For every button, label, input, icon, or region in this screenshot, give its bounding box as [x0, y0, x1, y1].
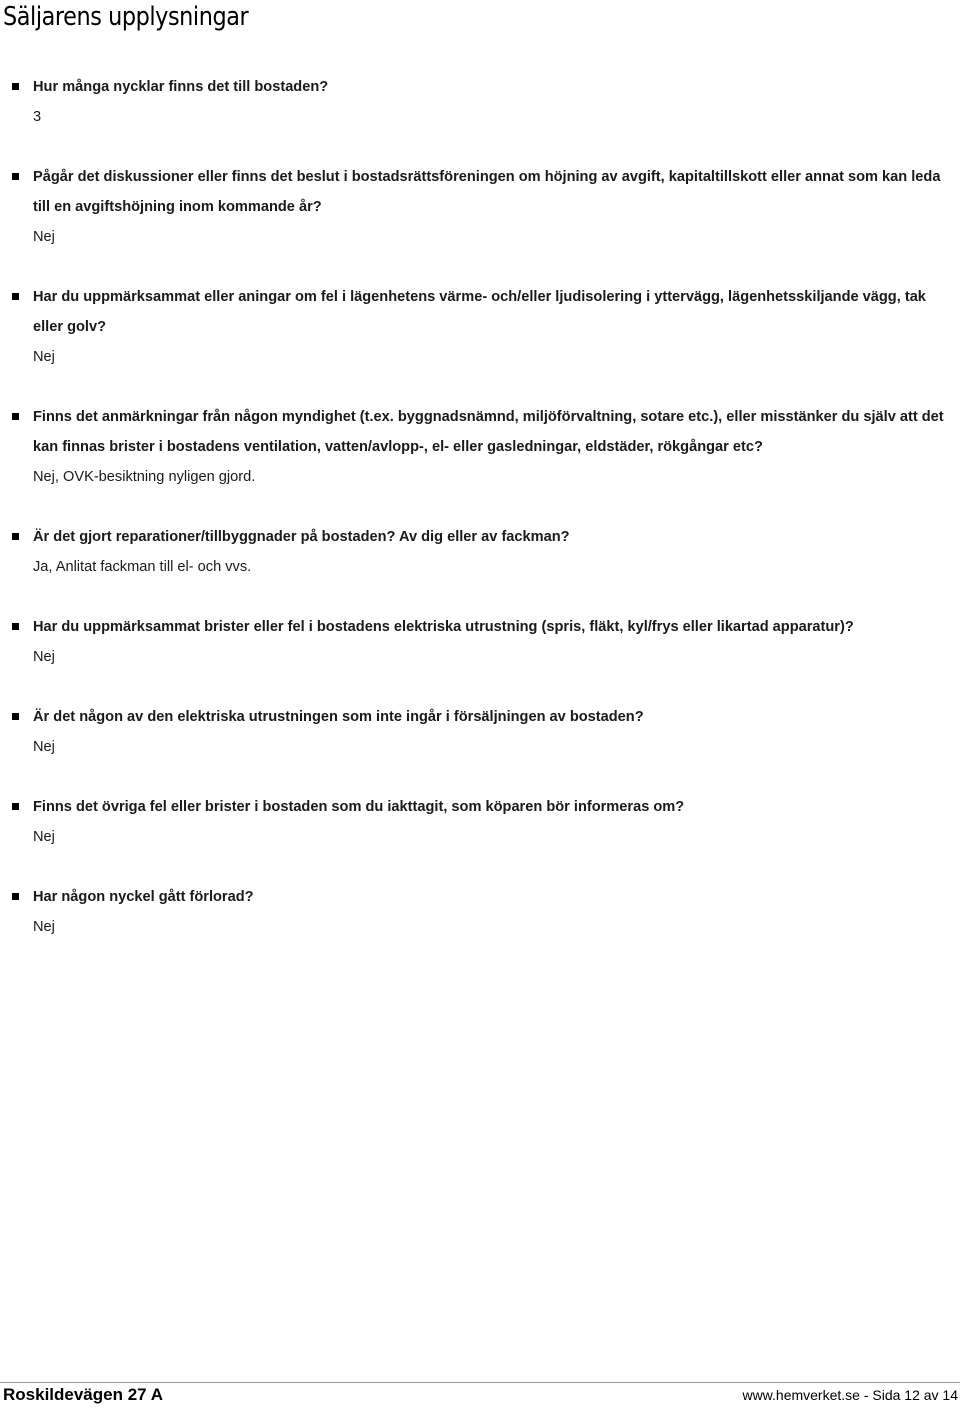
footer-divider: [0, 1382, 960, 1383]
question-text: Är det någon av den elektriska utrustningen som inte ingår i försäljningen av bostaden?: [33, 709, 644, 725]
question-text: Finns det anmärkningar från någon myndighet (t.ex. byggnadsnämnd, miljöförvaltning, sotare etc.), eller misstänker du själv att det kan finnas brister i bostadens ventilation, vatten/avlopp-, el- eller gasledningar, eldstäder, rökgångar etc?: [33, 409, 944, 455]
answer-text: Nej: [33, 229, 55, 245]
footer-address: Roskildevägen 27 A: [3, 1385, 163, 1404]
list-item: [0, 612, 960, 672]
list-item: [0, 282, 960, 372]
question-text: Har du uppmärksammat eller aningar om fel i lägenhetens värme- och/eller ljudisolering i yttervägg, lägenhetsskiljande vägg, tak eller golv?: [33, 289, 926, 335]
square-bullet-icon: [12, 293, 19, 300]
question-text: Har du uppmärksammat brister eller fel i bostadens elektriska utrustning (spris, fläkt, kyl/frys eller likartad apparatur)?: [33, 619, 854, 635]
answer-text: Nej: [33, 349, 55, 365]
list-item: [0, 402, 960, 492]
square-bullet-icon: [12, 893, 19, 900]
list-item: [0, 882, 960, 942]
question-text: Finns det övriga fel eller brister i bostaden som du iakttagit, som köparen bör informeras om?: [33, 799, 685, 815]
question-text: Hur många nycklar finns det till bostaden?: [33, 79, 329, 95]
answer-text: Ja, Anlitat fackman till el- och vvs.: [33, 559, 252, 575]
question-list: [0, 72, 960, 972]
square-bullet-icon: [12, 713, 19, 720]
square-bullet-icon: [12, 83, 19, 90]
page-title: Säljarens upplysningar: [3, 2, 249, 32]
answer-text: Nej: [33, 919, 55, 935]
question-text: Är det gjort reparationer/tillbyggnader på bostaden? Av dig eller av fackman?: [33, 529, 570, 545]
footer-page-info: www.hemverket.se - Sida 12 av 14: [742, 1387, 958, 1403]
list-item: [0, 702, 960, 762]
square-bullet-icon: [12, 533, 19, 540]
square-bullet-icon: [12, 623, 19, 630]
square-bullet-icon: [12, 173, 19, 180]
list-item: [0, 522, 960, 582]
answer-text: Nej: [33, 739, 55, 755]
question-text: Pågår det diskussioner eller finns det beslut i bostadsrättsföreningen om höjning av avgift, kapitaltillskott eller annat som kan leda till en avgiftshöjning inom kommande år?: [33, 169, 941, 215]
answer-text: 3: [33, 109, 42, 125]
list-item: [0, 72, 960, 132]
question-text: Har någon nyckel gått förlorad?: [33, 889, 254, 905]
answer-text: Nej: [33, 649, 55, 665]
answer-text: Nej, OVK-besiktning nyligen gjord.: [33, 469, 256, 485]
square-bullet-icon: [12, 803, 19, 810]
list-item: [0, 792, 960, 852]
square-bullet-icon: [12, 413, 19, 420]
answer-text: Nej: [33, 829, 55, 845]
list-item: [0, 162, 960, 252]
